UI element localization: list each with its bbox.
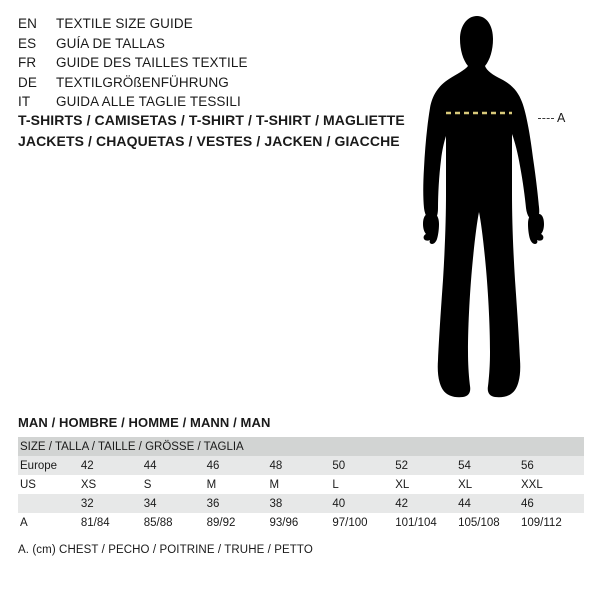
language-text: TEXTILE SIZE GUIDE [56,16,193,31]
table-cell: 93/96 [270,513,333,532]
row-label: US [18,475,81,494]
language-list [18,14,418,112]
table-row [18,456,584,475]
table-cell: M [207,475,270,494]
table-cell: 85/88 [144,513,207,532]
table-cell: 97/100 [332,513,395,532]
language-row [18,92,418,112]
table-cell: 54 [458,456,521,475]
language-code: FR [18,55,37,70]
category-tshirts: T-SHIRTS / CAMISETAS / T-SHIRT / T-SHIRT / MAGLIETTE [18,112,405,128]
table-cell: 38 [270,494,333,513]
language-text: GUIDA ALLE TAGLIE TESSILI [56,94,241,109]
size-table [18,437,584,532]
table-cell: 109/112 [521,513,584,532]
row-label: A [18,513,81,532]
table-cell: 56 [521,456,584,475]
table-cell: XS [81,475,144,494]
table-cell: 48 [270,456,333,475]
row-label [18,494,81,513]
language-text: GUIDE DES TAILLES TEXTILE [56,55,248,70]
male-figure-illustration [405,8,590,408]
table-row [18,475,584,494]
size-table-area [18,415,584,556]
table-cell: 105/108 [458,513,521,532]
table-cell: 42 [81,456,144,475]
language-row [18,53,418,73]
language-row [18,34,418,54]
table-row [18,513,584,532]
table-cell: 44 [458,494,521,513]
language-row [18,73,418,93]
table-cell: 32 [81,494,144,513]
measure-label-a: A [557,111,566,125]
table-footnote: A. (cm) CHEST / PECHO / POITRINE / TRUHE / PETTO [18,544,313,556]
table-cell: XXL [521,475,584,494]
measure-leader-line [538,118,554,119]
table-group-title: MAN / HOMBRE / HOMME / MANN / MAN [18,415,271,430]
table-row [18,494,584,513]
table-cell: 42 [395,494,458,513]
language-code: ES [18,35,37,51]
language-code: EN [18,16,37,31]
table-cell: 89/92 [207,513,270,532]
table-cell: 46 [207,456,270,475]
table-cell: 52 [395,456,458,475]
language-row [18,14,418,34]
language-code: DE [18,74,37,90]
language-text: GUÍA DE TALLAS [56,35,165,51]
table-cell: 34 [144,494,207,513]
table-cell: XL [458,475,521,494]
table-cell: 81/84 [81,513,144,532]
table-cell: 40 [332,494,395,513]
table-header-row [18,437,584,456]
language-text: TEXTILGRÖßENFÜHRUNG [56,74,229,90]
category-jackets: JACKETS / CHAQUETAS / VESTES / JACKEN / GIACCHE [18,133,400,149]
table-cell: XL [395,475,458,494]
table-header-label: SIZE / TALLA / TAILLE / GRÖSSE / TAGLIA [18,437,584,456]
silhouette-icon [405,8,590,408]
garment-categories [18,110,448,152]
table-cell: L [332,475,395,494]
table-cell: S [144,475,207,494]
language-code: IT [18,94,31,109]
table-cell: 46 [521,494,584,513]
table-cell: 44 [144,456,207,475]
table-cell: 101/104 [395,513,458,532]
row-label: Europe [18,456,81,475]
table-cell: M [270,475,333,494]
table-cell: 50 [332,456,395,475]
table-cell: 36 [207,494,270,513]
